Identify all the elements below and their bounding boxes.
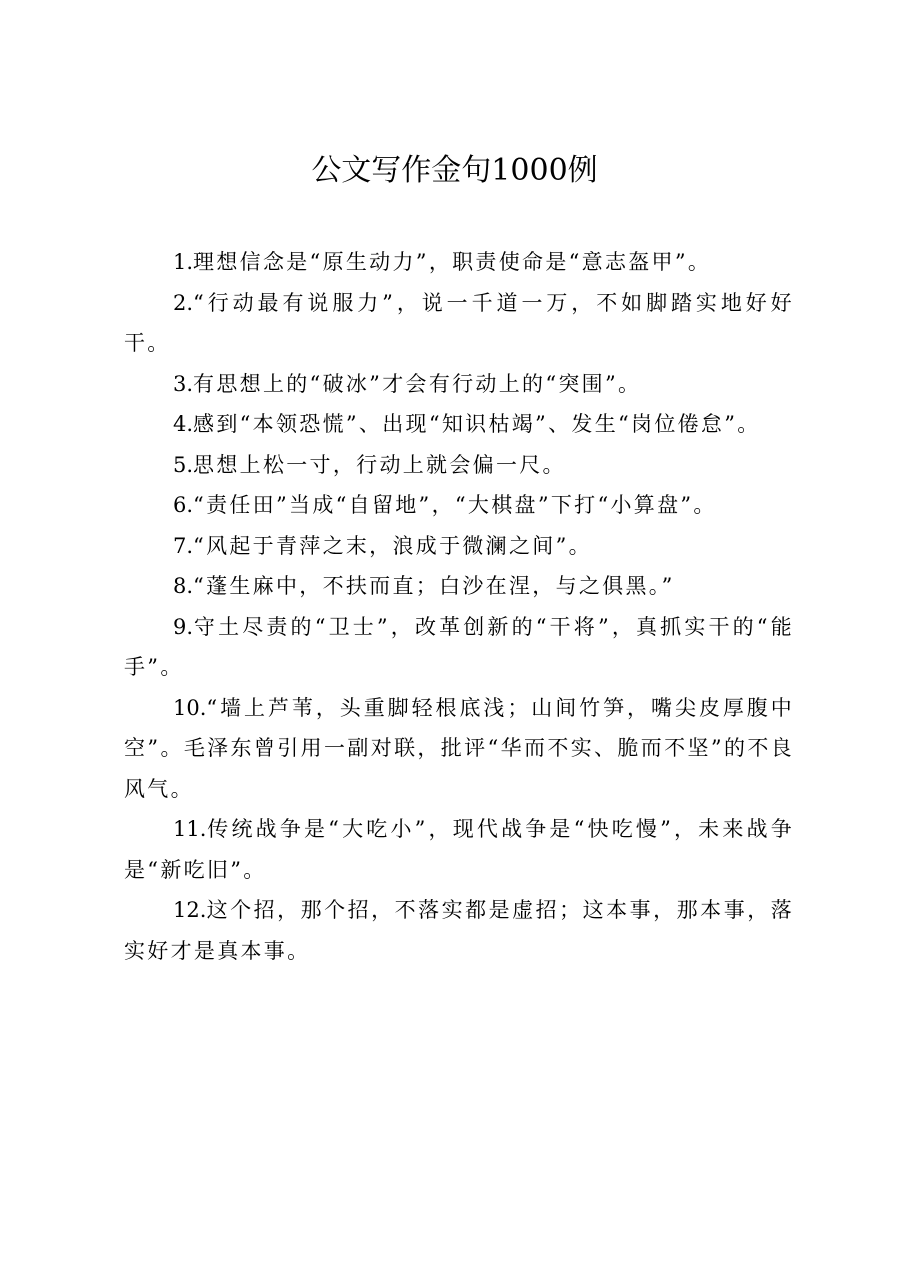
item-number: 10. <box>173 695 207 720</box>
item-text: 思想上松一寸，行动上就会偏一尺。 <box>193 452 566 477</box>
list-item <box>124 526 794 567</box>
document-title: 公文写作金句1000例 <box>311 153 598 188</box>
item-text: 感到“本领恐慌”、出现“知识枯竭”、发生“岗位倦怠”。 <box>193 412 761 436</box>
list-item <box>124 485 794 526</box>
item-text: 守土尽责的“卫士”，改革创新的“干将”，真抓实干的“能手”。 <box>124 614 794 679</box>
list-item <box>124 242 794 283</box>
item-number: 1. <box>173 250 194 274</box>
item-number: 5. <box>173 452 194 477</box>
item-text: 这个招，那个招，不落实都是虚招；这本事，那本事，落实好才是真本事。 <box>124 898 794 963</box>
item-text: “风起于青萍之末，浪成于微澜之间”。 <box>193 533 592 558</box>
item-text: “蓬生麻中，不扶而直；白沙在涅，与之俱黑。” <box>193 574 675 598</box>
list-item <box>124 404 794 445</box>
item-number: 4. <box>173 412 194 436</box>
item-number: 8. <box>173 574 194 598</box>
list-item <box>124 364 794 405</box>
list-item <box>124 688 794 810</box>
item-text: 理想信念是“原生动力”，职责使命是“意志盔甲”。 <box>193 250 712 274</box>
item-text: 有思想上的“破冰”才会有行动上的“突围”。 <box>193 371 642 396</box>
list-item <box>124 445 794 486</box>
item-text: 传统战争是“大吃小”，现代战争是“快吃慢”，未来战争是“新吃旧”。 <box>124 817 794 882</box>
item-text: “墙上芦苇，头重脚轻根底浅；山间竹笋，嘴尖皮厚腹中空”。毛泽东曾引用一副对联，批评“华而不实、脆而不坚”的不良风气。 <box>124 695 794 801</box>
list-item <box>124 809 794 890</box>
list-item <box>124 283 794 364</box>
list-item <box>124 566 794 607</box>
item-number: 11. <box>173 817 207 841</box>
item-number: 6. <box>173 493 194 517</box>
item-number: 3. <box>173 371 194 396</box>
item-number: 2. <box>173 290 194 315</box>
item-text: “责任田”当成“自留地”，“大棋盘”下打“小算盘”。 <box>193 493 717 517</box>
item-number: 9. <box>173 614 194 639</box>
item-number: 12. <box>173 898 207 922</box>
list-item <box>124 607 794 688</box>
list-item <box>124 890 794 971</box>
quote-list <box>124 242 794 971</box>
item-text: “行动最有说服力”，说一千道一万，不如脚踏实地好好干。 <box>124 290 794 355</box>
item-number: 7. <box>173 533 194 558</box>
